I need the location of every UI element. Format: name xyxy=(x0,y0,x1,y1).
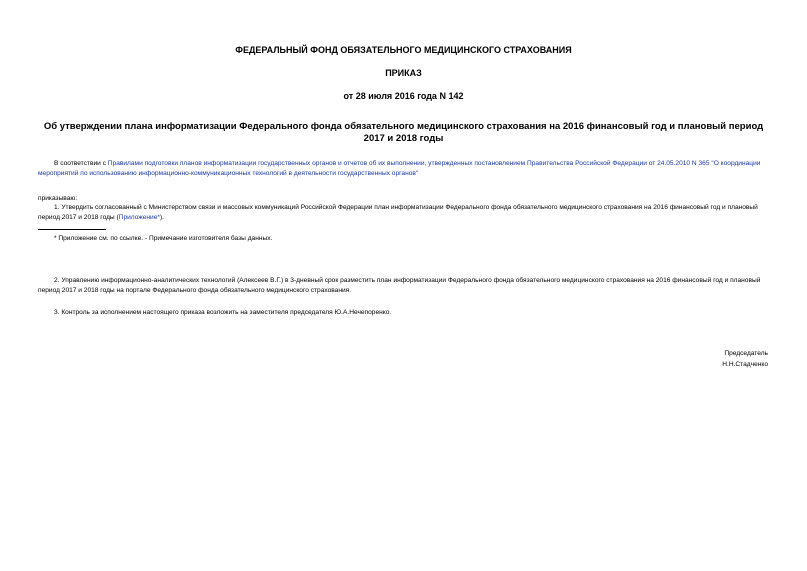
rules-link[interactable]: Правилами подготовки планов информатизации государственных органов и отчетов об их выполнении, утвержденных постановлением Правительства Российской Федерации от 24.05.2010 N 365 "О координации мероприятий по использованию информационно-коммуникационных технологий в деятельности государственных органов" xyxy=(38,160,761,177)
footnote: * Приложение см. по ссылке. - Примечание изготовителя базы данных. xyxy=(54,235,273,242)
appendix-link[interactable]: Приложение* xyxy=(118,213,160,221)
document-date-number: от 28 июля 2016 года N 142 xyxy=(343,91,464,101)
footnote-separator xyxy=(38,229,106,230)
signature-position: Председатель xyxy=(724,350,768,357)
order-word: приказываю: xyxy=(38,195,78,202)
item-1-text: 1. Утвердить согласованный с Министерством связи и массовых коммуникаций Российской Федерации план информатизации Федерального фонда обязательного медицинского страхования на 2016 финансовый год и плановый период 2017 и 2018 годы ( xyxy=(38,204,758,221)
signature-name: Н.Н.Стадченко xyxy=(722,361,768,368)
item-3-paragraph: 3. Контроль за исполнением настоящего приказа возложить на заместителя председателя Ю.А.Нечепоренко. xyxy=(54,309,392,316)
organization-heading: ФЕДЕРАЛЬНЫЙ ФОНД ОБЯЗАТЕЛЬНОГО МЕДИЦИНСКОГО СТРАХОВАНИЯ xyxy=(235,45,572,55)
basis-paragraph xyxy=(38,159,770,178)
document-type-heading: ПРИКАЗ xyxy=(385,68,422,78)
item-1-paragraph xyxy=(38,203,770,222)
document-title: Об утверждении плана информатизации Федерального фонда обязательного медицинского страхования на 2016 финансовый год и плановый период 2017 и 2018 годы xyxy=(43,121,764,144)
basis-prefix: В соответствии с xyxy=(54,160,108,167)
item-1-suffix: ). xyxy=(159,213,164,221)
item-2-paragraph: 2. Управлению информационно-аналитических технологий (Алексеев В.Г.) в 3-дневный срок разместить план информатизации Федерального фонда обязательного медицинского страхования на 2016 финансовый год и плановый период 2017 и 2018 годы на портале Федерального фонда обязательного медицинского страхования. xyxy=(38,277,761,294)
